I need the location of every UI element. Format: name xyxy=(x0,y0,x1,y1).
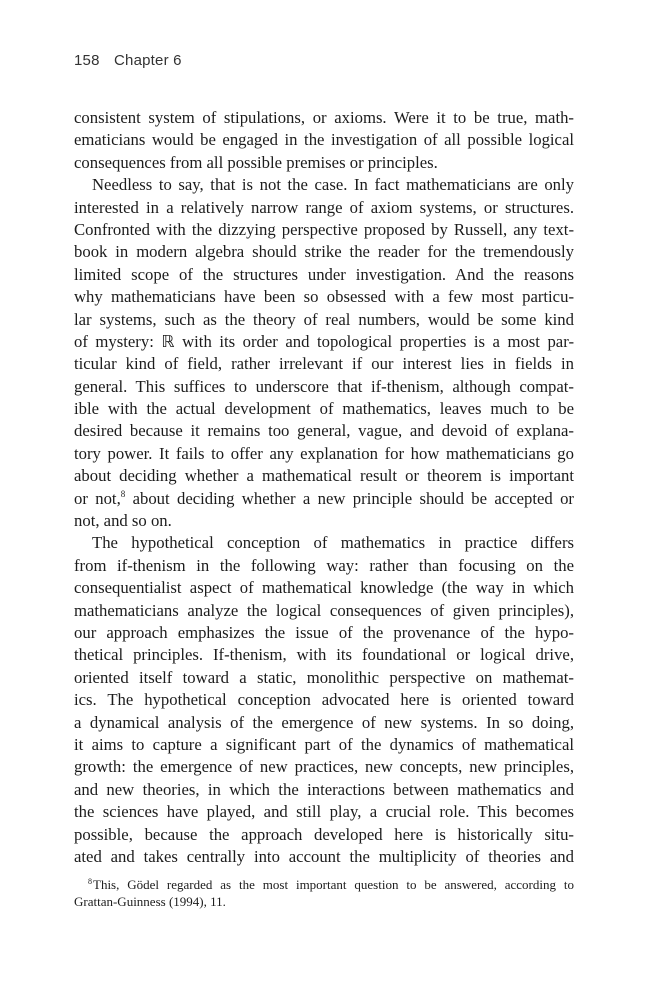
text-line: limited scope of the structures under investigation. And the reasons xyxy=(74,264,574,284)
text-line: possible, because the approach developed here is historically situ- xyxy=(74,824,574,844)
footnote-reference: 8 xyxy=(120,488,126,499)
footnote-line xyxy=(74,876,574,893)
text-segment: or not, xyxy=(74,488,121,508)
text-line: lar systems, such as the theory of real numbers, would be some kind xyxy=(74,309,574,329)
body-text xyxy=(74,107,574,868)
text-line: ics. The hypothetical conception advocated here is oriented toward xyxy=(74,690,574,710)
text-line: Needless to say, that is not the case. In fact mathematicians are only xyxy=(92,175,574,195)
text-line: tory power. It fails to offer any explanation for how mathematicians go xyxy=(74,443,574,463)
text-line: consistent system of stipulations, or axioms. Were it to be true, math- xyxy=(74,108,574,127)
chapter-title: Chapter 6 xyxy=(114,52,182,69)
text-line: Confronted with the dizzying perspective proposed by Russell, any text- xyxy=(74,219,574,239)
text-line: ated and takes centrally into account the multiplicity of theories and xyxy=(74,846,574,866)
text-line: interested in a relatively narrow range of axiom systems, or structures. xyxy=(74,197,574,217)
text-line: not, and so on. xyxy=(74,511,172,531)
text-line: and new theories, in which the interactions between mathematics and xyxy=(74,779,574,799)
text-line: thetical principles. If-thenism, with its foundational or logical drive, xyxy=(74,645,574,665)
text-line: The hypothetical conception of mathematics in practice differs xyxy=(92,533,574,553)
paragraph-3 xyxy=(74,532,574,868)
footnote xyxy=(74,876,574,910)
text-line: it aims to capture a significant part of the dynamics of mathematical xyxy=(74,734,574,754)
text-line: ematicians would be engaged in the investigation of all possible logical xyxy=(74,130,574,150)
text-line: consequentialist aspect of mathematical knowledge (the way in which xyxy=(74,578,574,598)
paragraph-2 xyxy=(74,174,574,532)
text-line: from if-thenism in the following way: rather than focusing on the xyxy=(74,555,574,575)
running-head xyxy=(74,52,182,69)
text-line: growth: the emergence of new practices, new concepts, new principles, xyxy=(74,757,574,777)
text-line: the sciences have played, and still play, a crucial role. This becomes xyxy=(74,802,574,822)
text-line: why mathematicians have been so obsessed with a few most particu- xyxy=(74,287,574,307)
text-line: ible with the actual development of mathematics, leaves much to be xyxy=(74,399,574,419)
page-number: 158 xyxy=(74,52,100,69)
text-line: book in modern algebra should strike the reader for the tremendously xyxy=(74,242,574,262)
text-line: ticular kind of field, rather irrelevant if our interest lies in fields in xyxy=(74,354,574,374)
footnote-line: Grattan-Guinness (1994), 11. xyxy=(74,894,226,909)
text-line: general. This suffices to underscore that if-thenism, although compat- xyxy=(74,376,574,396)
text-line-with-footnote xyxy=(74,488,574,510)
text-line: desired because it remains too general, vague, and devoid of explana- xyxy=(74,421,574,441)
text-line: of mystery: ℝ with its order and topological properties is a most par- xyxy=(74,331,574,351)
text-line: oriented itself toward a static, monolithic perspective on mathemat- xyxy=(74,667,574,687)
footnote-text: This, Gödel regarded as the most important question to be answered, according to xyxy=(93,877,574,892)
paragraph-1 xyxy=(74,107,574,174)
text-line: about deciding whether a mathematical result or theorem is important xyxy=(74,466,574,486)
text-line: a dynamical analysis of the emergence of new systems. In so doing, xyxy=(74,712,574,732)
text-line: consequences from all possible premises or principles. xyxy=(74,152,438,172)
text-segment: about deciding whether a new principle should be accepted or xyxy=(125,488,574,508)
text-line: our approach emphasizes the issue of the provenance of the hypo- xyxy=(74,622,574,642)
text-line: mathematicians analyze the logical consequences of given principles), xyxy=(74,600,574,620)
footnote-mark: 8 xyxy=(88,877,92,886)
